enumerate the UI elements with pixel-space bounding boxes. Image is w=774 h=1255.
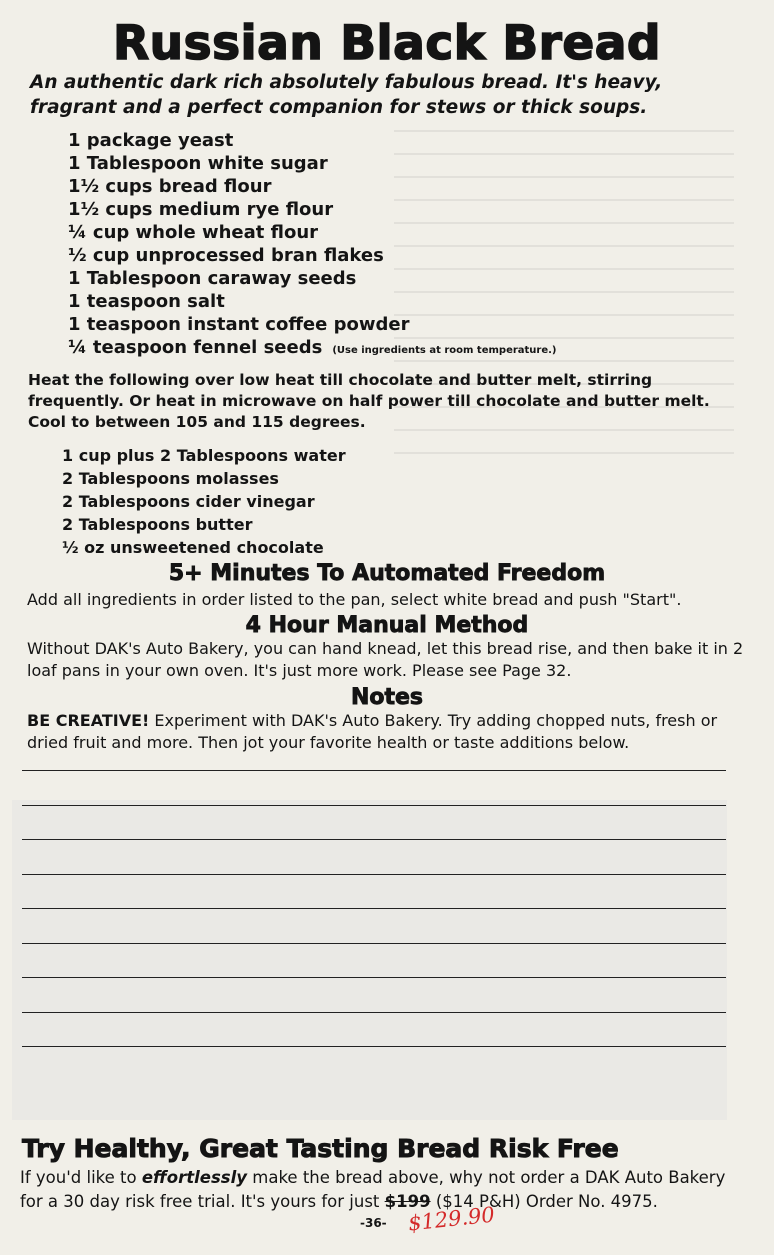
note-line [22, 908, 726, 909]
be-creative-label: BE CREATIVE! [27, 711, 150, 730]
promo-part3: for a 30 day risk free trial. It's yours for just [20, 1192, 385, 1211]
list-item [68, 336, 557, 362]
note-line [22, 977, 726, 978]
list-item: 2 Tablespoons molasses [62, 469, 279, 488]
page-number: -36- [360, 1216, 387, 1230]
ingredient-list-melted [62, 444, 346, 559]
ingredient-list-main [68, 129, 557, 362]
list-item: 1½ cups medium rye flour [68, 199, 334, 220]
list-item: 1 package yeast [68, 130, 234, 151]
promo-part4: ($14 P&H) Order No. 4975. [435, 1192, 658, 1211]
promo-heading: Try Healthy, Great Tasting Bread Risk Free [22, 1134, 619, 1163]
notes-heading: Notes [350, 685, 424, 710]
notes-body: Experiment with DAK's Auto Bakery. Try adding chopped nuts, fresh or dried fruit and more. Then jot your favorite health or taste additions below. [27, 711, 718, 752]
recipe-title: Russian Black Bread [112, 16, 662, 71]
promo-part2: make the bread above, why not order a DAK Auto Bakery [247, 1168, 726, 1187]
promo-emphasis: effortlessly [141, 1168, 248, 1187]
list-item: 1 teaspoon instant coffee powder [68, 314, 410, 335]
promo-part1: If you'd like to [20, 1168, 142, 1187]
list-item: ½ cup unprocessed bran flakes [68, 245, 384, 266]
list-item: 1½ cups bread flour [68, 176, 272, 197]
note-line [22, 1046, 726, 1047]
list-item: 2 Tablespoons cider vinegar [62, 492, 315, 511]
note-line [22, 1012, 726, 1013]
note-line [22, 874, 726, 875]
list-item: 1 cup plus 2 Tablespoons water [62, 446, 346, 465]
room-temperature-note: (Use ingredients at room temperature.) [332, 345, 557, 356]
note-line [22, 770, 726, 771]
heat-instructions: Heat the following over low heat till chocolate and butter melt, stirring frequently. Or heat in microwave on half power till chocolate and butter melt. Cool to between 105 and 115 degrees. [28, 371, 710, 431]
note-lines [22, 770, 726, 1081]
promo-text [20, 1166, 760, 1214]
automated-heading: 5+ Minutes To Automated Freedom [168, 561, 606, 586]
manual-heading: 4 Hour Manual Method [245, 613, 529, 638]
old-price: $199 [384, 1192, 431, 1211]
ingredient-text: ¼ teaspoon fennel seeds [68, 337, 323, 358]
manual-text: Without DAK's Auto Bakery, you can hand knead, let this bread rise, and then bake it in 2 loaf pans in your own oven. It's just more work. Please see Page 32. [27, 639, 744, 680]
list-item: 2 Tablespoons butter [62, 515, 253, 534]
note-line [22, 943, 726, 944]
list-item: 1 Tablespoon white sugar [68, 153, 328, 174]
note-line [22, 805, 726, 806]
list-item: ¼ cup whole wheat flour [68, 222, 319, 243]
note-line [22, 839, 726, 840]
notes-text [27, 710, 747, 754]
automated-text: Add all ingredients in order listed to the pan, select white bread and push "Start". [27, 590, 682, 609]
list-item: 1 teaspoon salt [68, 291, 225, 312]
list-item: ½ oz unsweetened chocolate [62, 538, 324, 557]
handwritten-price: $129.90 [406, 1202, 496, 1236]
list-item: 1 Tablespoon caraway seeds [68, 268, 357, 289]
recipe-intro: An authentic dark rich absolutely fabulous bread. It's heavy, fragrant and a perfect companion for stews or thick soups. [30, 72, 663, 118]
